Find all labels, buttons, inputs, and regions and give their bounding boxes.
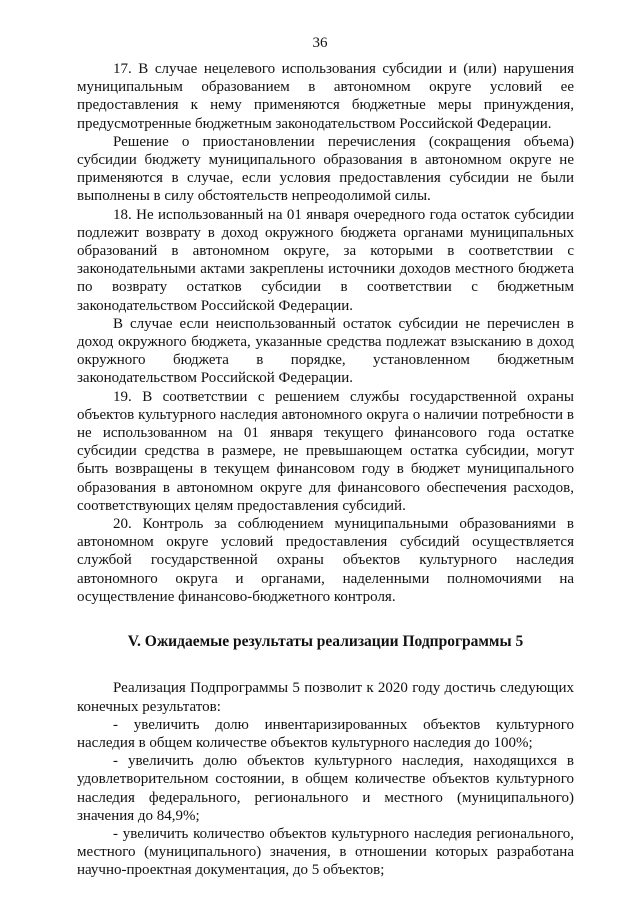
paragraph-18-recovery: В случае если неиспользованный остаток субсидии не перечислен в доход окружного бюджета, указанные средства подлежат взысканию в доход окружного бюджета в порядке, установленном бюджетным законодательством Российской Федерации.	[77, 315, 574, 387]
paragraph-18: 18. Не использованный на 01 января очередного года остаток субсидии подлежит возврату в доход окружного бюджета органами муниципальных образований в автономном округе, за которыми в соответствии с законодательными актами закреплены источники доходов местного бюджета по возврату остатков субсидии в соответствии с бюджетным законодательством Российской Федерации.	[77, 206, 574, 314]
paragraph-17: 17. В случае нецелевого использования субсидии и (или) нарушения муниципальным образованием в автономном округе условий ее предоставления к нему применяются бюджетные меры принуждения, предусмотренные бюджетным законодательством Российской Федерации.	[77, 61, 574, 132]
document-body	[77, 60, 574, 880]
result-item: - увеличить количество объектов культурного наследия регионального, местного (муниципального) значения, в отношении которых разработана научно-проектная документация, до 5 объектов;	[77, 825, 574, 879]
paragraph-17-decision: Решение о приостановлении перечисления (сокращения объема) субсидии бюджету муниципального образования в автономном округе не применяются в случае, если условия предоставления субсидии не были выполнены в силу обстоятельств непреодолимой силы.	[77, 133, 574, 205]
results-intro: Реализация Подпрограммы 5 позволит к 2020 году достичь следующих конечных результатов:	[77, 680, 574, 715]
section-title: V. Ожидаемые результаты реализации Подпрограммы 5	[127, 633, 524, 651]
paragraph-20: 20. Контроль за соблюдением муниципальными образованиями в автономном округе условий предоставления субсидий осуществляется службой государственной охраны объектов культурного наследия автономного округа и органами, наделенными полномочиями на осуществление финансово-бюджетного контроля.	[77, 516, 574, 605]
result-item: - увеличить долю инвентаризированных объектов культурного наследия в общем количестве объектов культурного наследия до 100%;	[77, 716, 574, 751]
page-number: 36	[312, 35, 328, 51]
result-item: - увеличить долю объектов культурного наследия, находящихся в удовлетворительном состоянии, в общем количестве объектов культурного наследия федерального, регионального и местного (муниципального) значения до 84,9%;	[77, 753, 574, 824]
paragraph-19: 19. В соответствии с решением службы государственной охраны объектов культурного наследия автономного округа о наличии потребности в не использованном на 01 января текущего финансового года остатке субсидии средства в размере, не превышающем остатка субсидии, могут быть возвращены в текущем финансовом году в бюджет муниципального образования в автономном округе для финансового обеспечения расходов, соответствующих целям предоставления субсидий.	[77, 388, 574, 514]
